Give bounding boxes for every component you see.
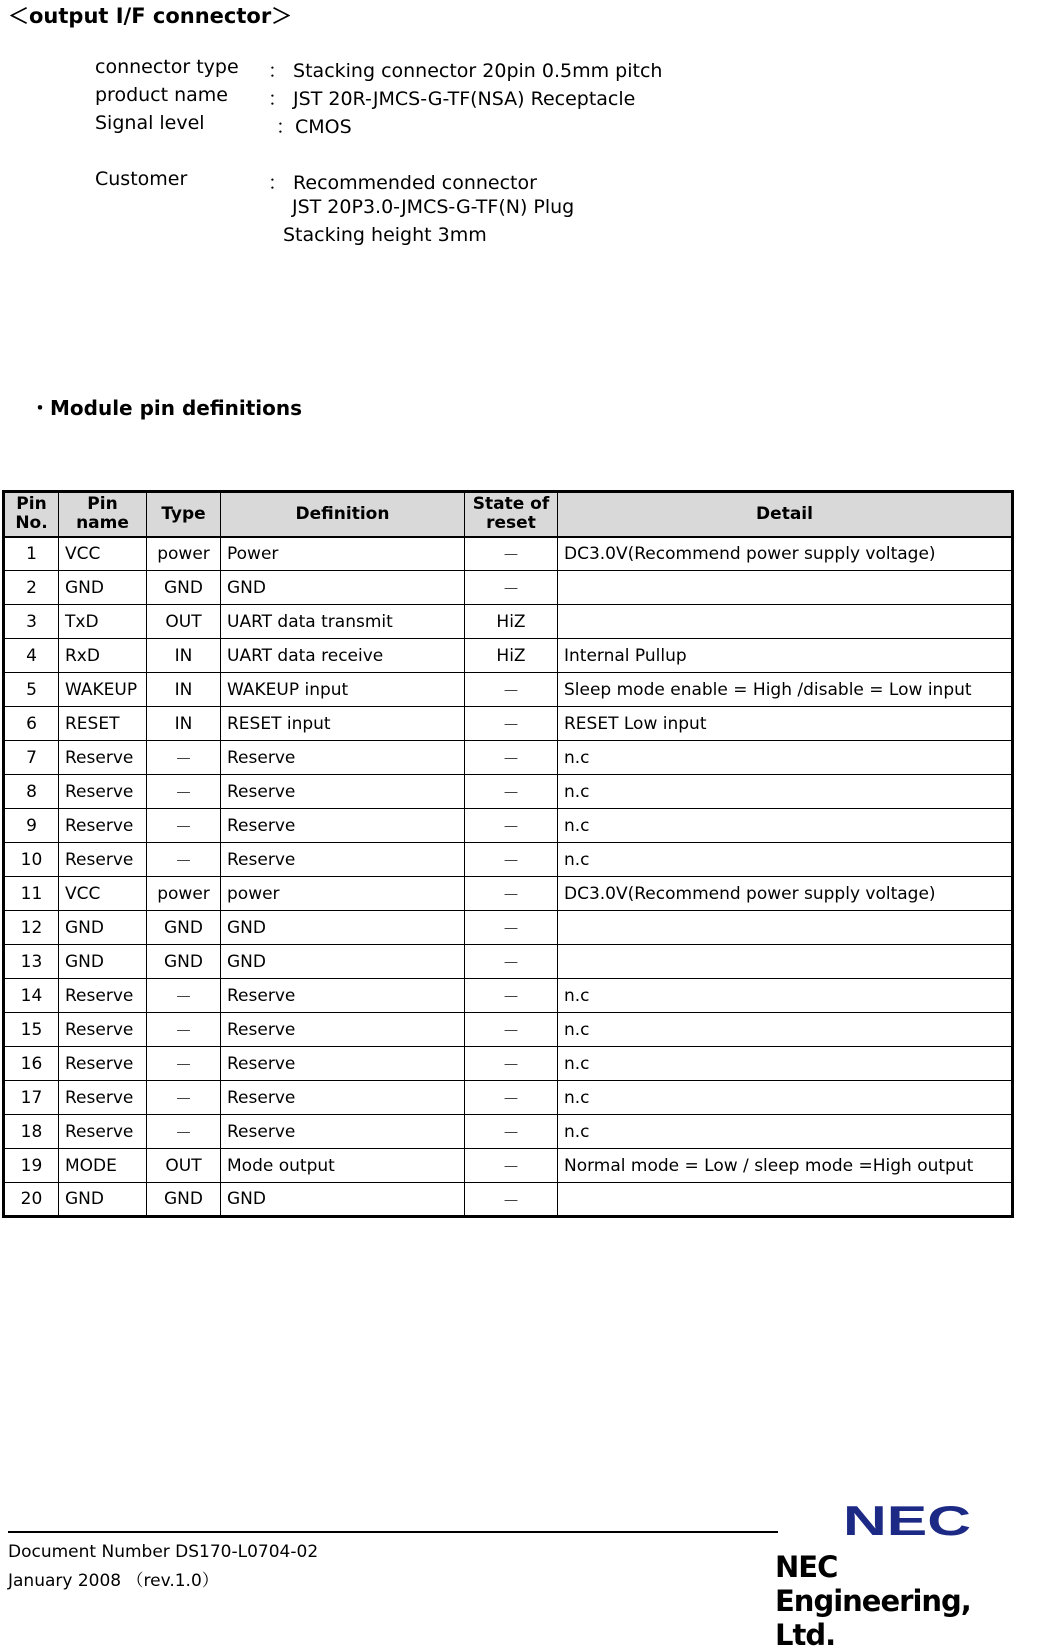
pin-type: －	[147, 1115, 221, 1149]
pin-type: －	[147, 843, 221, 877]
pin-number: 7	[4, 741, 59, 775]
pin-detail: n.c	[558, 1081, 1013, 1115]
table-row	[4, 1149, 1013, 1183]
pin-name: Reserve	[59, 741, 147, 775]
pin-reset-state: HiZ	[465, 639, 558, 673]
pin-reset-state: －	[465, 1047, 558, 1081]
pin-reset-state: －	[465, 877, 558, 911]
pin-number: 5	[4, 673, 59, 707]
nec-logo-text: NEC	[843, 1505, 971, 1537]
header-pin-no-line2: No.	[15, 513, 48, 534]
pin-detail: n.c	[558, 1047, 1013, 1081]
table-header-row	[4, 492, 1013, 537]
header-pin-name: Pin name	[59, 492, 147, 537]
table-row	[4, 571, 1013, 605]
pin-definition: RESET input	[221, 707, 465, 741]
pin-type: －	[147, 979, 221, 1013]
table-row	[4, 775, 1013, 809]
pin-detail: DC3.0V(Recommend power supply voltage)	[558, 537, 1013, 571]
table-row	[4, 605, 1013, 639]
pin-type: power	[147, 877, 221, 911]
pin-number: 15	[4, 1013, 59, 1047]
pin-reset-state: HiZ	[465, 605, 558, 639]
pin-reset-state: －	[465, 911, 558, 945]
pin-detail: Sleep mode enable = High /disable = Low input	[558, 673, 1013, 707]
pin-type: IN	[147, 707, 221, 741]
pin-name: GND	[59, 571, 147, 605]
pin-definition: Reserve	[221, 843, 465, 877]
pin-detail: Internal Pullup	[558, 639, 1013, 673]
company-name: NEC Engineering, Ltd.	[775, 1550, 971, 1652]
pin-definitions-table	[2, 490, 1014, 1218]
pin-detail: n.c	[558, 775, 1013, 809]
pin-detail: n.c	[558, 1013, 1013, 1047]
table-row	[4, 639, 1013, 673]
pin-definition: GND	[221, 911, 465, 945]
pin-type: power	[147, 537, 221, 571]
pin-detail	[558, 945, 1013, 979]
nec-logo	[842, 1505, 972, 1537]
pin-number: 4	[4, 639, 59, 673]
connector-type-value: ： Stacking connector 20pin 0.5mm pitch	[268, 60, 663, 82]
table-row	[4, 707, 1013, 741]
pin-number: 2	[4, 571, 59, 605]
customer-stacking-height: Stacking height 3mm	[283, 224, 487, 246]
pin-name: GND	[59, 945, 147, 979]
pin-detail: Normal mode = Low / sleep mode =High output	[558, 1149, 1013, 1183]
table-row	[4, 911, 1013, 945]
pin-number: 8	[4, 775, 59, 809]
pin-number: 10	[4, 843, 59, 877]
connector-type-label: connector type	[95, 56, 239, 78]
pin-detail: n.c	[558, 741, 1013, 775]
pin-detail: n.c	[558, 809, 1013, 843]
header-detail: Detail	[558, 492, 1013, 537]
pin-name: Reserve	[59, 775, 147, 809]
pin-number: 20	[4, 1183, 59, 1217]
header-type: Type	[147, 492, 221, 537]
pin-name: Reserve	[59, 1081, 147, 1115]
table-row	[4, 1183, 1013, 1217]
table-row	[4, 537, 1013, 571]
pin-definition: Reserve	[221, 775, 465, 809]
pin-reset-state: －	[465, 1183, 558, 1217]
pin-name: Reserve	[59, 1115, 147, 1149]
table-row	[4, 843, 1013, 877]
pin-detail	[558, 911, 1013, 945]
pin-type: GND	[147, 945, 221, 979]
pin-type: IN	[147, 639, 221, 673]
header-pin-no	[4, 492, 59, 537]
pin-type: －	[147, 809, 221, 843]
table-row	[4, 1115, 1013, 1149]
pin-number: 1	[4, 537, 59, 571]
customer-label: Customer	[95, 168, 188, 190]
pin-name: MODE	[59, 1149, 147, 1183]
header-state-line1: State of	[472, 494, 550, 515]
header-state-of-reset	[465, 492, 558, 537]
pin-definition: UART data transmit	[221, 605, 465, 639]
table-row	[4, 945, 1013, 979]
pin-definition: UART data receive	[221, 639, 465, 673]
pin-definition: GND	[221, 945, 465, 979]
pin-type: －	[147, 1081, 221, 1115]
pin-number: 16	[4, 1047, 59, 1081]
pin-type: IN	[147, 673, 221, 707]
pin-definition: Reserve	[221, 1047, 465, 1081]
pin-number: 6	[4, 707, 59, 741]
pin-detail: RESET Low input	[558, 707, 1013, 741]
pin-name: Reserve	[59, 1047, 147, 1081]
pin-number: 9	[4, 809, 59, 843]
customer-value: ： Recommended connector	[268, 172, 537, 194]
pin-definition: GND	[221, 571, 465, 605]
pin-reset-state: －	[465, 673, 558, 707]
header-pin-no-line1: Pin	[16, 494, 47, 515]
pin-definition: Reserve	[221, 1013, 465, 1047]
pin-name: GND	[59, 911, 147, 945]
pin-reset-state: －	[465, 741, 558, 775]
pin-type: GND	[147, 571, 221, 605]
pin-reset-state: －	[465, 1081, 558, 1115]
header-state-line2: reset	[486, 513, 536, 534]
table-row	[4, 1047, 1013, 1081]
pin-definition: Mode output	[221, 1149, 465, 1183]
pin-name: RxD	[59, 639, 147, 673]
table-row	[4, 809, 1013, 843]
pin-type: －	[147, 1047, 221, 1081]
pin-detail	[558, 605, 1013, 639]
pin-definition: Reserve	[221, 979, 465, 1013]
pin-number: 11	[4, 877, 59, 911]
pin-reset-state: －	[465, 1115, 558, 1149]
pin-type: OUT	[147, 605, 221, 639]
table-title: ・Module pin definitions	[30, 396, 303, 420]
pin-reset-state: －	[465, 1149, 558, 1183]
document-number: Document Number DS170-L0704-02	[8, 1542, 319, 1562]
table-row	[4, 877, 1013, 911]
pin-definition: power	[221, 877, 465, 911]
date-revision: January 2008 （rev.1.0）	[8, 1571, 219, 1591]
table-row	[4, 979, 1013, 1013]
pin-definition: Reserve	[221, 809, 465, 843]
table-row	[4, 1081, 1013, 1115]
pin-reset-state: －	[465, 775, 558, 809]
pin-reset-state: －	[465, 537, 558, 571]
pin-definition: Power	[221, 537, 465, 571]
pin-name: RESET	[59, 707, 147, 741]
pin-detail	[558, 571, 1013, 605]
pin-name: TxD	[59, 605, 147, 639]
pin-reset-state: －	[465, 1013, 558, 1047]
signal-level-value: ：CMOS	[276, 116, 352, 138]
pin-reset-state: －	[465, 843, 558, 877]
pin-definition: GND	[221, 1183, 465, 1217]
pin-name: Reserve	[59, 843, 147, 877]
pin-type: －	[147, 741, 221, 775]
pin-detail: n.c	[558, 1115, 1013, 1149]
footer-divider	[8, 1531, 778, 1533]
pin-detail: n.c	[558, 979, 1013, 1013]
pin-name: VCC	[59, 877, 147, 911]
pin-reset-state: －	[465, 707, 558, 741]
pin-definition: Reserve	[221, 741, 465, 775]
pin-name: Reserve	[59, 979, 147, 1013]
table-row	[4, 1013, 1013, 1047]
table-row	[4, 673, 1013, 707]
pin-type: －	[147, 1013, 221, 1047]
pin-definition: Reserve	[221, 1115, 465, 1149]
pin-type: GND	[147, 911, 221, 945]
pin-reset-state: －	[465, 809, 558, 843]
pin-reset-state: －	[465, 571, 558, 605]
pin-definition: WAKEUP input	[221, 673, 465, 707]
table-row	[4, 741, 1013, 775]
pin-name: Reserve	[59, 1013, 147, 1047]
pin-name: GND	[59, 1183, 147, 1217]
pin-number: 3	[4, 605, 59, 639]
section-title: ＜output I/F connector＞	[8, 4, 293, 28]
pin-name: VCC	[59, 537, 147, 571]
pin-number: 19	[4, 1149, 59, 1183]
pin-name: Reserve	[59, 809, 147, 843]
pin-number: 18	[4, 1115, 59, 1149]
pin-reset-state: －	[465, 945, 558, 979]
pin-number: 17	[4, 1081, 59, 1115]
header-definition: Definition	[221, 492, 465, 537]
pin-number: 14	[4, 979, 59, 1013]
pin-type: OUT	[147, 1149, 221, 1183]
product-name-value: ： JST 20R-JMCS-G-TF(NSA) Receptacle	[268, 88, 636, 110]
pin-type: －	[147, 775, 221, 809]
pin-detail: n.c	[558, 843, 1013, 877]
product-name-label: product name	[95, 84, 228, 106]
pin-detail	[558, 1183, 1013, 1217]
pin-number: 13	[4, 945, 59, 979]
pin-definition: Reserve	[221, 1081, 465, 1115]
pin-type: GND	[147, 1183, 221, 1217]
pin-reset-state: －	[465, 979, 558, 1013]
pin-number: 12	[4, 911, 59, 945]
customer-connector-part: JST 20P3.0-JMCS-G-TF(N) Plug	[292, 196, 575, 218]
signal-level-label: Signal level	[95, 112, 205, 134]
pin-name: WAKEUP	[59, 673, 147, 707]
pin-detail: DC3.0V(Recommend power supply voltage)	[558, 877, 1013, 911]
